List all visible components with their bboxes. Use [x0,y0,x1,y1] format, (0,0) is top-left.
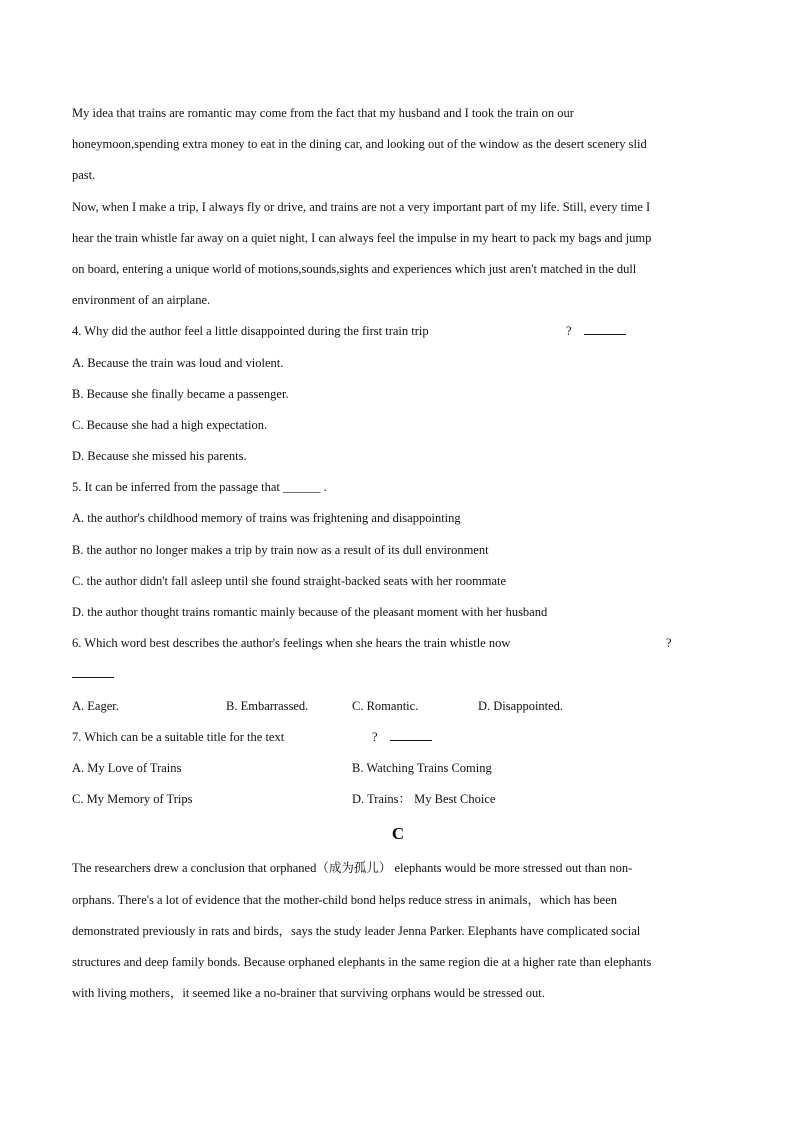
passage-b-line: hear the train whistle far away on a quiet night, I can always feel the impulse in my heart to pack my bags and jump [72,230,652,245]
passage-c-line: orphans. There's a lot of evidence that the mother-child bond helps reduce stress in animals，which has been [72,892,618,907]
question-7-options-row-2 [72,784,724,815]
question-5-option-a: A. the author's childhood memory of trains was frightening and disappointing [72,511,461,526]
question-5-option-c: C. the author didn't fall asleep until she found straight-backed seats with her roommate [72,573,507,588]
question-4-option-c: C. Because she had a high expectation. [72,417,268,432]
question-4-option-a: A. Because the train was loud and violent. [72,355,284,370]
question-5-option-d: D. the author thought trains romantic mainly because of the pleasant moment with her husband [72,605,548,619]
question-5-option-b: B. the author no longer makes a trip by train now as a result of its dull environment [72,542,489,557]
section-c-heading: C [391,824,405,844]
question-6-blank-row [72,659,724,690]
question-6-options [72,691,724,722]
question-6-option-d: D. Disappointed. [478,698,564,713]
answer-blank[interactable] [390,726,432,741]
question-7-option-d: D. Trains： My Best Choice [352,792,496,807]
question-4-mark: ? [566,324,572,339]
question-4-option-b: B. Because she finally became a passenger. [72,386,289,401]
answer-blank[interactable] [584,320,626,335]
question-7-option-c: C. My Memory of Trips [72,792,193,807]
passage-b-line: environment of an airplane. [72,293,211,308]
question-6-text: 6. Which word best describes the author's feelings when she hears the train whistle now [72,636,511,651]
passage-b-line: on board, entering a unique world of motions,sounds,sights and experiences which just aren't matched in the dull [72,261,637,276]
passage-b-line: past. [72,168,96,183]
question-7-mark: ? [372,729,378,744]
question-6-option-b: B. Embarrassed. [226,698,309,713]
passage-b-line: Now, when I make a trip, I always fly or drive, and trains are not a very important part of my life. Still, every time I [72,199,651,214]
passage-b-line: honeymoon,spending extra money to eat in the dining car, and looking out of the window as the desert scenery slid [72,137,647,152]
question-7-options-row-1 [72,753,724,784]
question-6-option-a: A. Eager. [72,698,119,713]
answer-blank[interactable] [72,663,114,678]
question-7-option-a: A. My Love of Trains [72,760,182,775]
question-4-text: 4. Why did the author feel a little disappointed during the first train trip [72,324,429,339]
passage-b-line: My idea that trains are romantic may come from the fact that my husband and I took the train on our [72,106,574,120]
question-5-stem: 5. It can be inferred from the passage that ______ . [72,480,327,495]
question-7-text: 7. Which can be a suitable title for the text [72,729,285,744]
passage-c-line: The researchers drew a conclusion that orphaned（成为孤儿） elephants would be more stressed out than non- [72,861,633,876]
question-4-option-d: D. Because she missed his parents. [72,449,247,464]
question-6-option-c: C. Romantic. [352,698,419,713]
passage-c-line: with living mothers，it seemed like a no-brainer that surviving orphans would be stressed out. [72,986,545,1001]
document-page [72,98,724,1009]
passage-c-line: demonstrated previously in rats and birds，says the study leader Jenna Parker. Elephants have complicated social [72,923,641,938]
question-4-stem [72,316,724,347]
question-7-stem [72,722,724,753]
question-6-mark: ? [666,636,672,651]
question-7-option-b: B. Watching Trains Coming [352,760,492,775]
question-6-stem [72,628,724,659]
passage-c-line: structures and deep family bonds. Because orphaned elephants in the same region die at a higher rate than elephants [72,954,652,969]
